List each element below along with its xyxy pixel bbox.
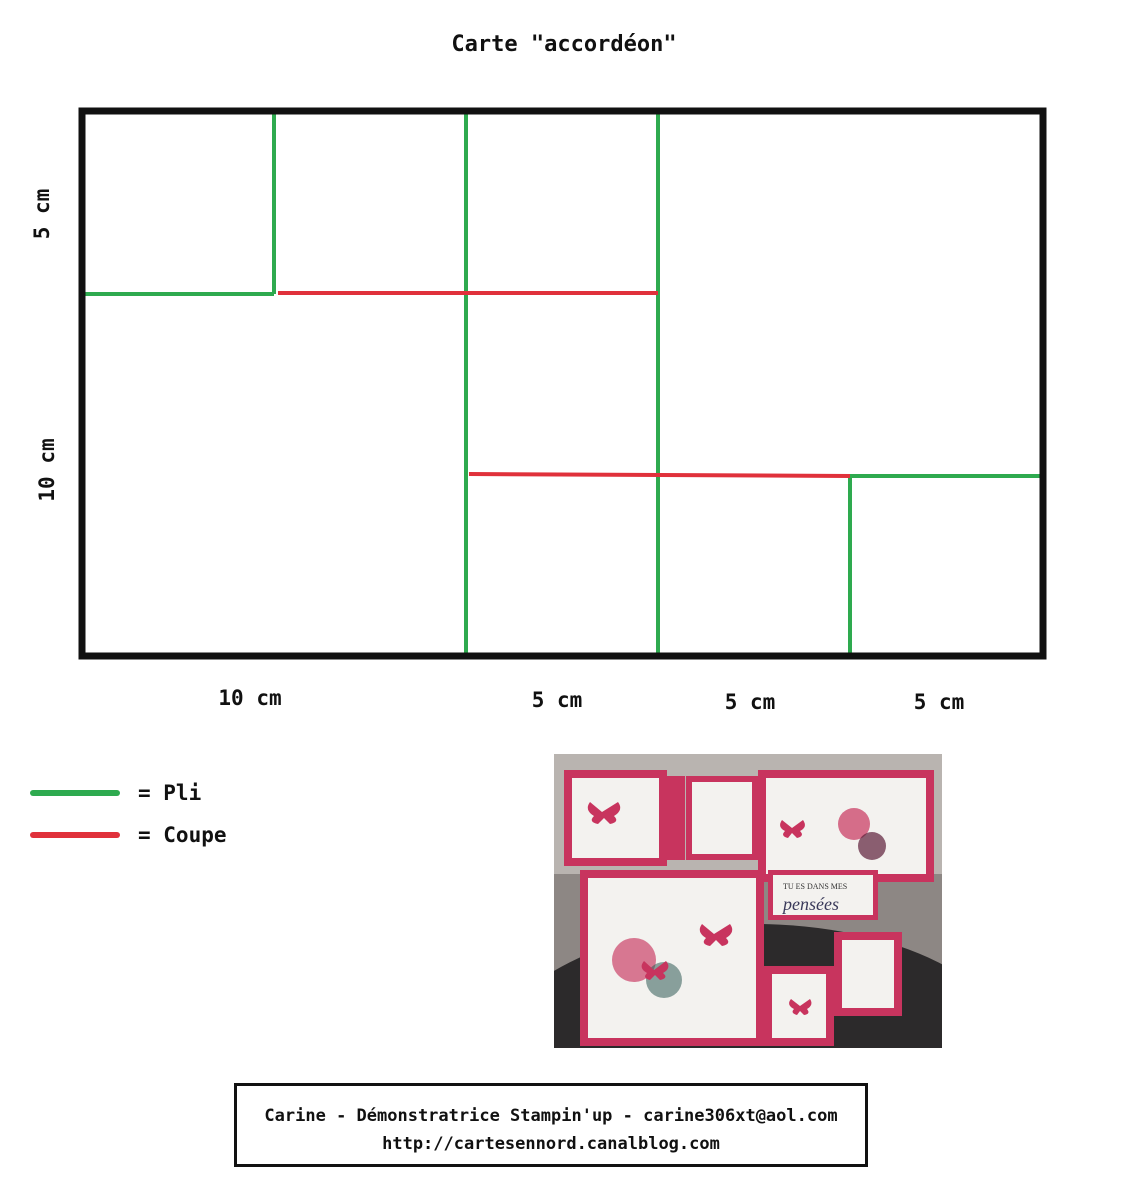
blog-link[interactable]: http://cartesennord.canalblog.com (382, 1134, 720, 1154)
dimension-label-col-2: 5 cm (531, 688, 583, 712)
contact-line: Carine - Démonstratrice Stampin'up - carine306xt@aol.com (264, 1106, 838, 1126)
legend-fold-label: = Pli (138, 781, 202, 805)
dimension-label-top: 5 cm (30, 188, 54, 240)
stamp-text-small: TU ES DANS MES (783, 882, 848, 891)
dimension-label-bottom: 10 cm (35, 438, 59, 502)
cut-line (469, 474, 850, 476)
legend-cut (30, 820, 227, 850)
legend-fold-swatch (30, 790, 120, 796)
legend-fold (30, 778, 201, 808)
card-outline (82, 111, 1043, 656)
stamp-text-large: pensées (783, 894, 839, 914)
legend-cut-swatch (30, 832, 120, 838)
page-title: Carte "accordéon" (451, 32, 677, 57)
card-photo (554, 754, 942, 1048)
contact-box (234, 1083, 868, 1167)
card-photo-illustration (554, 754, 942, 1048)
dimension-label-col-3: 5 cm (724, 690, 776, 714)
dimension-label-col-1: 10 cm (218, 686, 282, 710)
fold-lines (84, 112, 1040, 654)
dimension-label-col-4: 5 cm (913, 690, 965, 714)
legend-cut-label: = Coupe (138, 823, 227, 847)
cut-lines (278, 293, 850, 476)
